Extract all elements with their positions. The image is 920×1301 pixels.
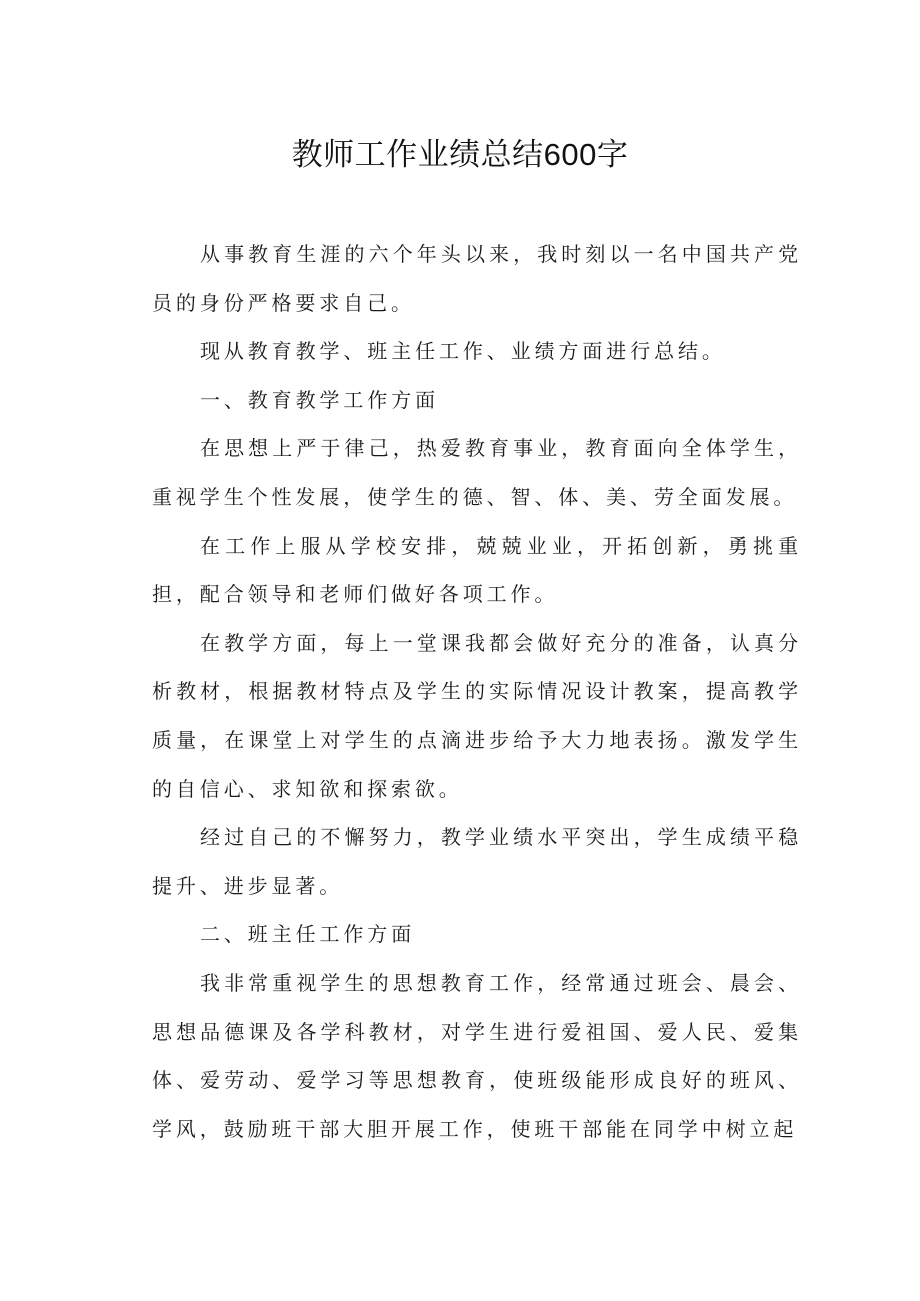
document-title: 教师工作业绩总结600字 <box>291 137 629 172</box>
paragraph-overview: 现从教育教学、班主任工作、业绩方面进行总结。 <box>200 339 726 364</box>
paragraph-moral-education: 我非常重视学生的思想教育工作，经常通过班会、晨会、思想品德课及各学科教材，对学生进行爱祖国、爱人民、爱集体、爱劳动、爱学习等思想教育，使班级能形成良好的班风、学风，鼓励班干部大胆开展工作，使班干部能在同学中树立起 <box>152 970 802 1141</box>
section-heading-class-teacher: 二、班主任工作方面 <box>200 922 416 947</box>
paragraph-results: 经过自己的不懈努力，教学业绩水平突出，学生成绩平稳提升、进步显著。 <box>152 825 802 898</box>
section-heading-teaching: 一、教育教学工作方面 <box>200 387 439 412</box>
paragraph-work-attitude: 在工作上服从学校安排，兢兢业业，开拓创新，勇挑重担，配合领导和老师们做好各项工作。 <box>152 533 802 607</box>
paragraph-ideology: 在思想上严于律己，热爱教育事业，教育面向全体学生，重视学生个性发展，使学生的德、智、体、美、劳全面发展。 <box>152 436 802 509</box>
document-body <box>152 230 802 1153</box>
paragraph-teaching-method: 在教学方面，每上一堂课我都会做好充分的准备，认真分析教材，根据教材特点及学生的实际情况设计教案，提高教学质量，在课堂上对学生的点滴进步给予大力地表扬。激发学生的自信心、求知欲和探索欲。 <box>152 630 802 801</box>
paragraph-intro: 从事教育生涯的六个年头以来，我时刻以一名中国共产党员的身份严格要求自己。 <box>152 242 802 315</box>
